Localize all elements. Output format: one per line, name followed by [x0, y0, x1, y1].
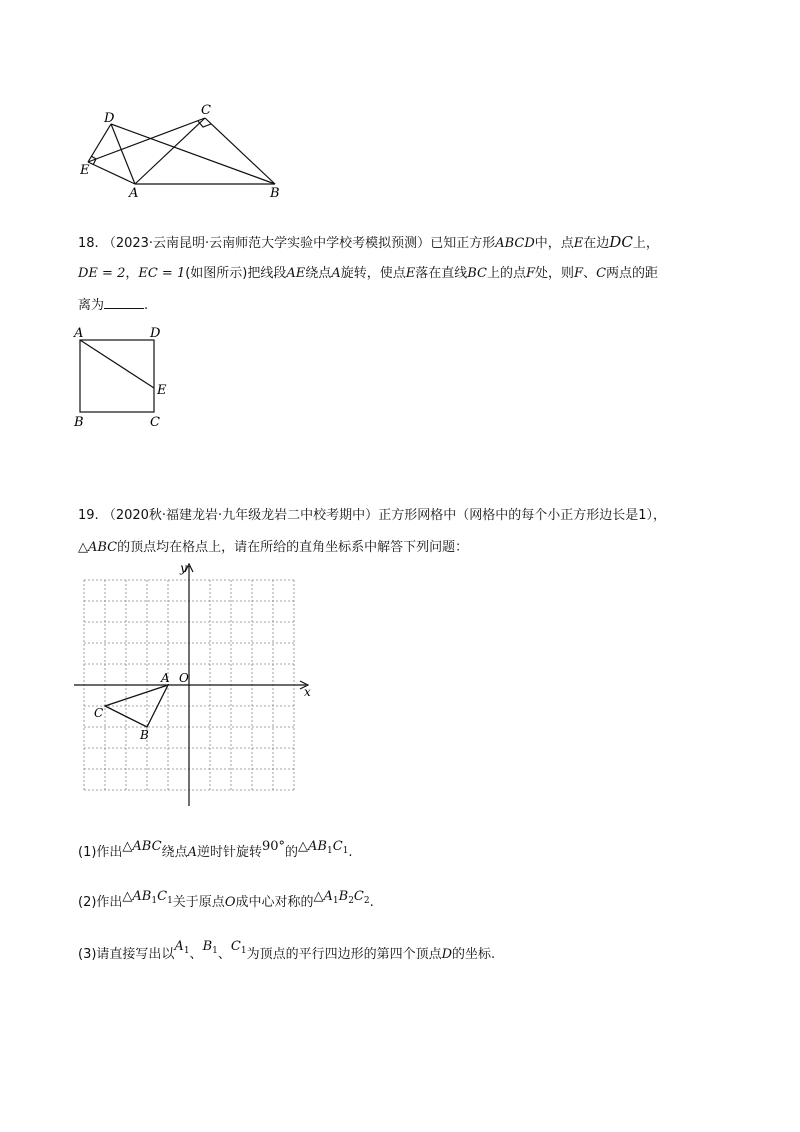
q19-source: （2020秋·福建龙岩·九年级龙岩二中校考期中） [102, 508, 379, 523]
q19-text: B [338, 889, 349, 904]
q18-segment-ae: AE [286, 266, 306, 281]
label-a: A [161, 671, 170, 685]
q18-text: 、 [583, 266, 597, 281]
q19-point-b1 [203, 939, 218, 954]
q18-point-c: C [596, 266, 607, 281]
segment-db [111, 124, 275, 184]
q18-point-e: E [573, 236, 584, 251]
q19-part-3 [78, 939, 496, 966]
q19-text: B [202, 939, 213, 954]
label-b: B [140, 728, 149, 742]
q19-text: 成中心对称的 [235, 895, 314, 910]
coordinate-grid [70, 558, 330, 818]
q19-subscript: 1 [240, 946, 247, 956]
q19-text: 、 [189, 947, 203, 962]
q19-part-2 [78, 889, 374, 914]
q19-subscript: 1 [342, 846, 349, 856]
q19-text: 为顶点的平行四边形的第四个顶点 [246, 947, 442, 962]
figure-q17 [80, 100, 300, 200]
square-abcd [80, 340, 154, 412]
q19-subscript: 1 [167, 896, 173, 906]
label-x: x [304, 685, 311, 699]
q18-text: 把线段 [247, 266, 287, 281]
q18-text: (如图所示) [185, 266, 248, 281]
label-e: E [157, 383, 167, 398]
q18-line-bc: BC [467, 266, 487, 281]
label-d: D [150, 326, 161, 341]
q19-part-1 [78, 839, 353, 864]
q18-line-1 [78, 232, 659, 254]
q19-point-o: O [224, 895, 236, 910]
label-e: E [80, 163, 90, 178]
q19-text: . [348, 845, 353, 860]
q19-subscript: 1 [332, 896, 339, 906]
q19-text: 逆时针旋转 [196, 845, 262, 860]
q18-de-value: DE = 2 [78, 266, 126, 281]
label-b: B [270, 186, 280, 200]
q18-point-f: F [574, 266, 584, 281]
q18-square-name: ABCD [495, 236, 535, 251]
q19-text: A [174, 939, 184, 954]
q18-ec-value: EC = 1 [138, 266, 186, 281]
q19-text: △A [313, 889, 333, 904]
q19-text: (1)作出 [78, 845, 123, 860]
q18-point-a: A [331, 266, 341, 281]
q19-text: 的 [285, 845, 299, 860]
q19-subscript: 2 [348, 896, 354, 906]
q18-point-f: F [526, 266, 536, 281]
q19-line-1 [78, 506, 666, 526]
label-c: C [94, 706, 104, 720]
label-a: A [74, 326, 84, 341]
q19-triangle-ab1c1 [298, 839, 348, 854]
q18-text: 上， [632, 236, 659, 251]
q18-text: 旋转，使点 [340, 266, 406, 281]
q18-point-e: E [405, 266, 416, 281]
q19-text: 的坐标. [452, 947, 496, 962]
q18-line-3 [78, 296, 148, 316]
label-b: B [74, 415, 84, 430]
q19-triangle-a1b2c2 [314, 889, 370, 904]
q19-text: 、 [217, 947, 231, 962]
q18-text: 在边 [583, 236, 610, 251]
q19-subscript: 1 [183, 946, 190, 956]
q18-text: 上的点 [486, 266, 526, 281]
q18-source: （2023·云南昆明·云南师范大学实验中学校考模拟预测） [102, 236, 431, 251]
q18-text: 已知正方形 [430, 236, 496, 251]
q19-subscript: 2 [363, 896, 370, 906]
q18-line-2 [78, 264, 658, 284]
q18-text: 离为 [78, 298, 105, 313]
q19-text: 绕点 [161, 845, 188, 860]
q18-text: 落在直线 [415, 266, 468, 281]
q19-point-c1 [231, 939, 247, 954]
q18-number: 18. [78, 236, 99, 251]
q19-angle-90: 90° [261, 839, 286, 854]
label-y: y [180, 561, 187, 575]
q19-text: C [353, 889, 364, 904]
q19-subscript: 1 [327, 846, 333, 856]
q19-point-d: D [441, 947, 453, 962]
q19-text: 正方形网格中（网格中的每个小正方形边长是1）， [378, 508, 666, 523]
q19-text: C [230, 939, 241, 954]
q19-subscript: 1 [212, 946, 218, 956]
q19-text: . [369, 895, 374, 910]
figure-q18 [72, 322, 182, 432]
segment-cb [205, 118, 275, 184]
q19-triangle-ab1c1 [122, 889, 172, 904]
q19-text: 关于原点 [172, 895, 225, 910]
q19-text: △AB [298, 839, 327, 854]
q18-side-dc: DC [609, 233, 633, 251]
label-o: O [179, 671, 189, 685]
q19-triangle-abc: △ABC [78, 540, 118, 555]
q18-text: 处，则 [535, 266, 575, 281]
q19-triangle-abc: △ABC [122, 839, 162, 854]
q19-text: C [332, 839, 343, 854]
q18-text: 两点的距 [606, 266, 659, 281]
label-c: C [150, 415, 160, 430]
q19-point-a: A [187, 845, 197, 860]
label-c: C [201, 103, 211, 118]
q19-text: C [157, 889, 168, 904]
segment-ae [80, 340, 154, 388]
label-d: D [104, 111, 115, 126]
q19-number: 19. [78, 508, 99, 523]
q19-text: 的顶点均在格点上，请在所给的直角坐标系中解答下列问题： [117, 540, 469, 555]
q19-point-a1 [174, 939, 189, 954]
q19-text: (3)请直接写出以 [78, 947, 175, 962]
q19-subscript: 1 [151, 896, 158, 906]
q19-text: (2)作出 [78, 895, 123, 910]
q19-line-2 [78, 538, 468, 558]
q19-text: △AB [122, 889, 152, 904]
segment-ac [135, 118, 205, 184]
q18-text: 中，点 [534, 236, 574, 251]
q18-text: . [144, 298, 149, 313]
answer-blank[interactable] [104, 296, 144, 309]
q18-text: ， [125, 266, 139, 281]
label-a: A [129, 186, 139, 200]
q18-text: 绕点 [305, 266, 332, 281]
